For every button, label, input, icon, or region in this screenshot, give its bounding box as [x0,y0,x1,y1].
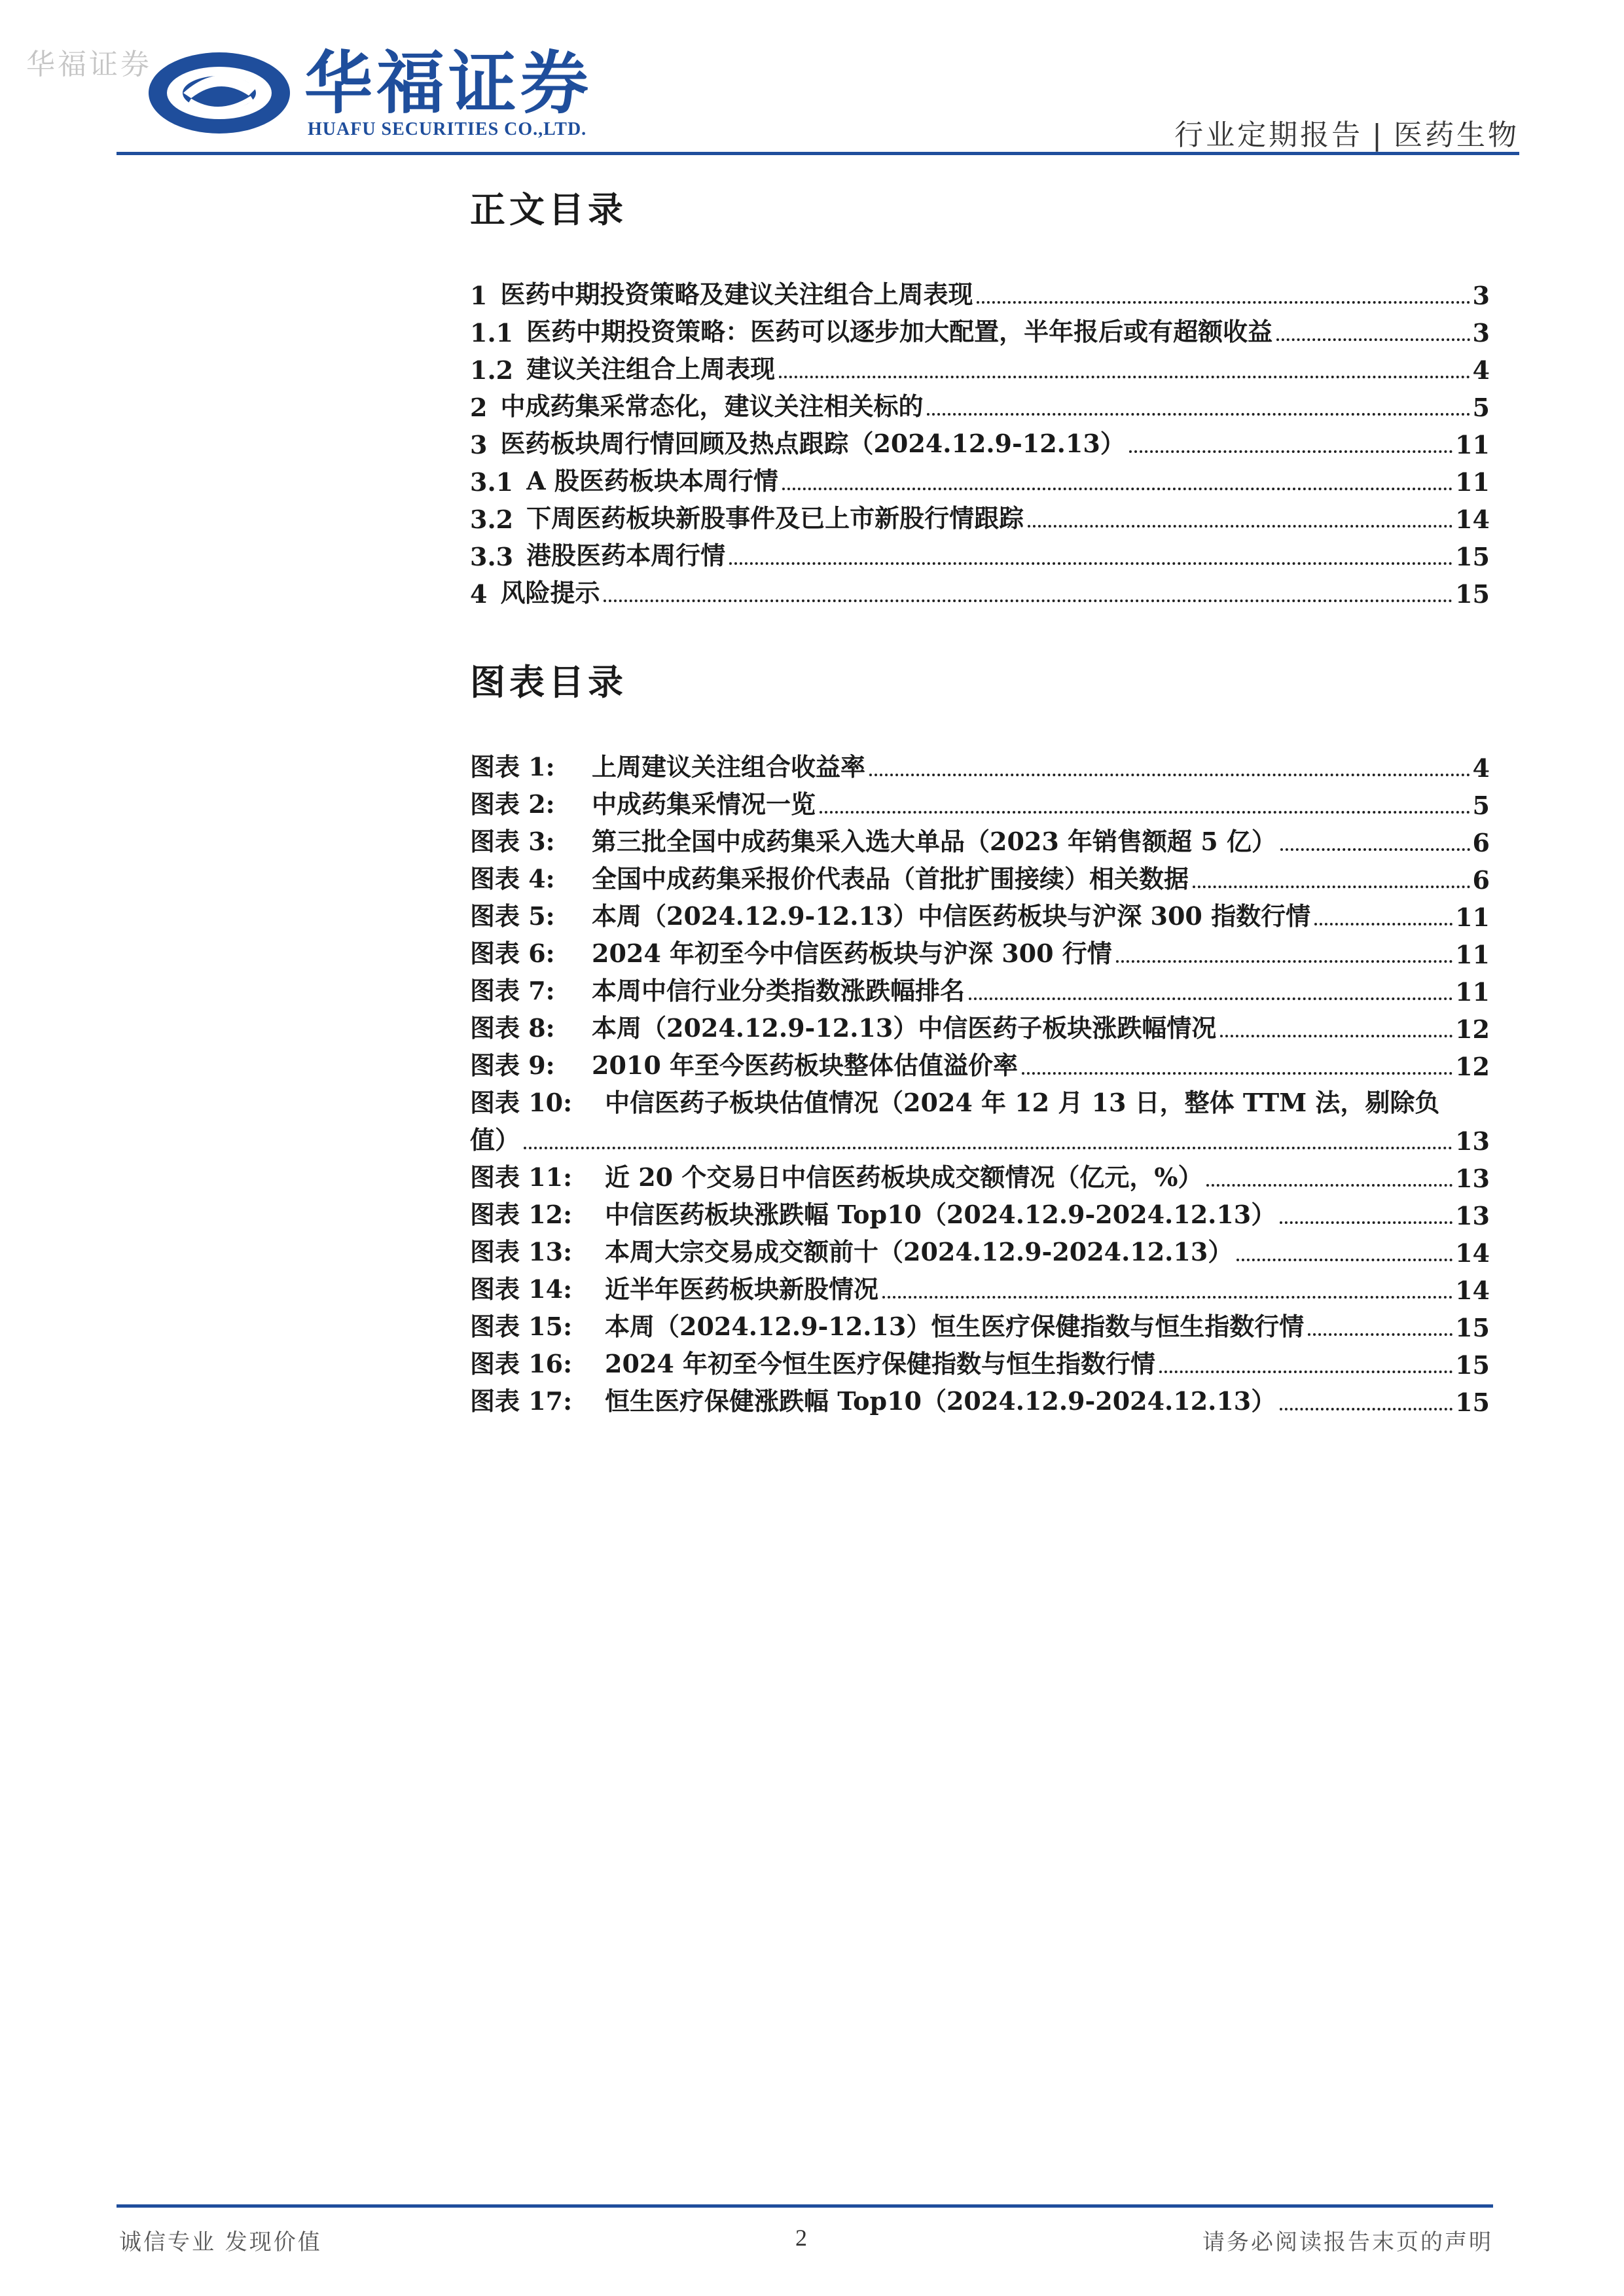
dot-leader [969,997,1453,1000]
dot-leader [1193,886,1470,888]
toc-entry-number: 3.3 [470,542,514,571]
toc-entry-page: 15 [1455,1388,1490,1417]
contents-toc-entry[interactable] [470,273,1490,310]
figure-toc-entry[interactable] [470,745,1490,783]
toc-entry-title: 恒生医疗保健涨跌幅 Top10（2024.12.9-2024.12.13） [605,1386,1276,1416]
toc-entry-title: 医药板块周行情回顾及热点跟踪（2024.12.9-12.13） [500,429,1125,458]
figure-toc-entry[interactable] [470,1380,1490,1417]
toc-entry-page: 11 [1455,977,1490,1007]
toc-entry-title: 本周中信行业分类指数涨跌幅排名 [592,976,965,1005]
contents-toc-entry[interactable] [470,571,1490,609]
figures-toc [470,655,1490,1417]
figure-toc-entry[interactable] [470,783,1490,820]
toc-entry-title: 本周大宗交易成交额前十（2024.12.9-2024.12.13） [605,1237,1233,1266]
dot-leader [729,562,1453,565]
toc-entry-number: 图表 9: [470,1050,555,1080]
toc-entry-number: 3.1 [470,467,514,497]
figure-toc-entry[interactable] [470,1156,1490,1193]
toc-entry-title-continued: 值） [470,1125,520,1155]
figure-toc-entry[interactable] [470,1081,1490,1119]
dot-leader [1129,450,1453,453]
toc-entry-number: 图表 3: [470,827,555,856]
toc-entry-number: 图表 4: [470,864,555,893]
toc-entry-number: 图表 11: [470,1162,573,1192]
footer-slogan: 诚信专业 发现价值 [119,2229,322,2255]
sector-label: 医药生物 [1394,118,1519,152]
header-separator: | [1372,118,1384,152]
toc-entry-title: 第三批全国中成药集采入选大单品（2023 年销售额超 5 亿） [592,827,1276,856]
toc-entry-number: 3 [470,430,488,459]
toc-entry-number: 2 [470,393,488,422]
toc-entry-number: 图表 15: [470,1312,573,1341]
toc-entry-page: 3 [1472,281,1490,310]
figure-toc-entry[interactable] [470,895,1490,932]
logo-english-name: HUAFU SECURITIES CO.,LTD. [308,119,587,139]
dot-leader [1159,1371,1453,1373]
dot-leader [1280,1408,1453,1410]
toc-entry-number: 图表 14: [470,1274,573,1304]
toc-entry-page: 3 [1472,318,1490,348]
toc-entry-number: 1 [470,281,488,310]
footer-divider [117,2204,1493,2208]
toc-entry-title: 中信医药子板块估值情况（2024 年 12 月 13 日，整体 TTM 法，剔除负 [605,1088,1440,1117]
toc-entry-number: 图表 12: [470,1200,573,1229]
toc-entry-title: 全国中成药集采报价代表品（首批扩围接续）相关数据 [592,864,1189,893]
toc-entry-page: 13 [1455,1201,1490,1230]
toc-entry-page: 15 [1455,1350,1490,1380]
figure-toc-entry-continued[interactable] [470,1119,1490,1156]
toc-entry-title: 建议关注组合上周表现 [526,354,776,384]
watermark-text: 华福证券 [26,48,152,81]
toc-entry-title: 中信医药板块涨跌幅 Top10（2024.12.9-2024.12.13） [605,1200,1276,1229]
figure-toc-entry[interactable] [470,1230,1490,1268]
contents-list [470,273,1490,609]
huafu-emblem-icon [144,47,295,139]
toc-entry-title: 2024 年初至今恒生医疗保健指数与恒生指数行情 [605,1349,1155,1378]
toc-entry-title: 上周建议关注组合收益率 [592,752,866,781]
report-category [1174,111,1519,153]
toc-entry-number: 图表 13: [470,1237,573,1266]
contents-toc-entry[interactable] [470,385,1490,422]
toc-entry-number: 1.2 [470,355,514,385]
contents-toc [470,182,1490,609]
figures-title: 图表目录 [470,662,627,703]
toc-entry-page: 15 [1455,1313,1490,1342]
figure-toc-entry[interactable] [470,857,1490,895]
dot-leader [1280,1221,1453,1224]
toc-entry-title: 下周医药板块新股事件及已上市新股行情跟踪 [526,503,1024,533]
toc-entry-page: 12 [1455,1014,1490,1044]
report-type-label: 行业定期报告 [1174,118,1363,152]
toc-entry-page: 12 [1455,1052,1490,1081]
toc-entry-page: 4 [1472,355,1490,385]
logo-chinese-name: 华福证券 [304,43,593,123]
figures-list [470,745,1490,1417]
page-number: 2 [795,2225,807,2251]
toc-entry-number: 图表 6: [470,939,555,968]
dot-leader [524,1147,1453,1149]
toc-entry-title: 中成药集采常态化，建议关注相关标的 [500,391,924,421]
toc-entry-page: 6 [1472,828,1490,857]
figure-toc-entry[interactable] [470,820,1490,857]
toc-entry-page: 13 [1455,1164,1490,1193]
toc-entry-page: 14 [1455,1238,1490,1268]
toc-entry-title: 近 20 个交易日中信医药板块成交额情况（亿元，%） [605,1162,1203,1192]
contents-toc-entry[interactable] [470,459,1490,497]
toc-entry-page: 11 [1455,467,1490,497]
dot-leader [1314,923,1453,925]
dot-leader [604,600,1453,602]
toc-entry-page: 11 [1455,430,1490,459]
company-logo [144,41,615,145]
dot-leader [1028,525,1453,528]
toc-entry-page: 15 [1455,579,1490,609]
toc-entry-number: 图表 16: [470,1349,573,1378]
toc-entry-number: 3.2 [470,505,514,534]
toc-entry-title: A 股医药板块本周行情 [526,466,778,495]
toc-entry-title: 中成药集采情况一览 [592,789,816,819]
toc-entry-page: 13 [1455,1126,1490,1156]
figure-toc-entry[interactable] [470,969,1490,1007]
footer-disclaimer: 请务必阅读报告末页的声明 [1202,2229,1493,2255]
contents-toc-entry[interactable] [470,310,1490,348]
toc-entry-number: 图表 2: [470,789,555,819]
toc-entry-page: 15 [1455,542,1490,571]
figure-toc-entry[interactable] [470,1007,1490,1044]
dot-leader [1308,1333,1453,1336]
dot-leader [1116,960,1453,963]
toc-entry-title: 医药中期投资策略：医药可以逐步加大配置，半年报后或有超额收益 [526,317,1273,346]
toc-entry-page: 4 [1472,753,1490,783]
toc-entry-page: 5 [1472,791,1490,820]
toc-entry-page: 6 [1472,865,1490,895]
figure-toc-entry[interactable] [470,1268,1490,1305]
toc-entry-number: 图表 10: [470,1088,573,1117]
toc-entry-number: 图表 8: [470,1013,555,1043]
figure-toc-entry[interactable] [470,1193,1490,1230]
dot-leader [869,774,1470,776]
toc-entry-title: 本周（2024.12.9-12.13）恒生医疗保健指数与恒生指数行情 [605,1312,1305,1341]
toc-entry-number: 图表 1: [470,752,555,781]
toc-entry-number: 1.1 [470,318,514,348]
dot-leader [820,811,1470,814]
contents-toc-entry[interactable] [470,348,1490,385]
dot-leader [1236,1259,1453,1261]
figure-toc-entry[interactable] [470,1044,1490,1081]
header-divider [117,152,1519,155]
toc-entry-page: 5 [1472,393,1490,422]
toc-entry-title: 2024 年初至今中信医药板块与沪深 300 行情 [592,939,1112,968]
dot-leader [1280,848,1470,851]
toc-entry-number: 4 [470,579,488,609]
toc-entry-page: 14 [1455,505,1490,534]
contents-toc-entry[interactable] [470,422,1490,459]
toc-entry-title: 2010 年至今医药板块整体估值溢价率 [592,1050,1018,1080]
dot-leader [782,488,1453,490]
toc-entry-title: 本周（2024.12.9-12.13）中信医药子板块涨跌幅情况 [592,1013,1217,1043]
toc-entry-page: 14 [1455,1276,1490,1305]
dot-leader [1220,1035,1453,1037]
toc-entry-title: 风险提示 [500,578,600,607]
contents-toc-entry[interactable] [470,534,1490,571]
toc-entry-number: 图表 5: [470,901,555,931]
toc-entry-page: 11 [1455,903,1490,932]
toc-entry-title: 医药中期投资策略及建议关注组合上周表现 [500,279,973,309]
toc-entry-page: 11 [1455,940,1490,969]
dot-leader [882,1296,1453,1299]
dot-leader [1022,1072,1453,1075]
figure-toc-entry[interactable] [470,932,1490,969]
contents-title: 正文目录 [470,189,627,230]
toc-entry-title: 近半年医药板块新股情况 [605,1274,879,1304]
dot-leader [927,413,1470,416]
dot-leader [977,301,1470,304]
dot-leader [1206,1184,1453,1187]
figure-toc-entry[interactable] [470,1342,1490,1380]
dot-leader [1276,338,1470,341]
figure-toc-entry[interactable] [470,1305,1490,1342]
contents-toc-entry[interactable] [470,497,1490,534]
dot-leader [779,376,1470,378]
toc-entry-title: 港股医药本周行情 [526,541,726,570]
toc-entry-number: 图表 17: [470,1386,573,1416]
toc-entry-title: 本周（2024.12.9-12.13）中信医药板块与沪深 300 指数行情 [592,901,1311,931]
toc-entry-number: 图表 7: [470,976,555,1005]
